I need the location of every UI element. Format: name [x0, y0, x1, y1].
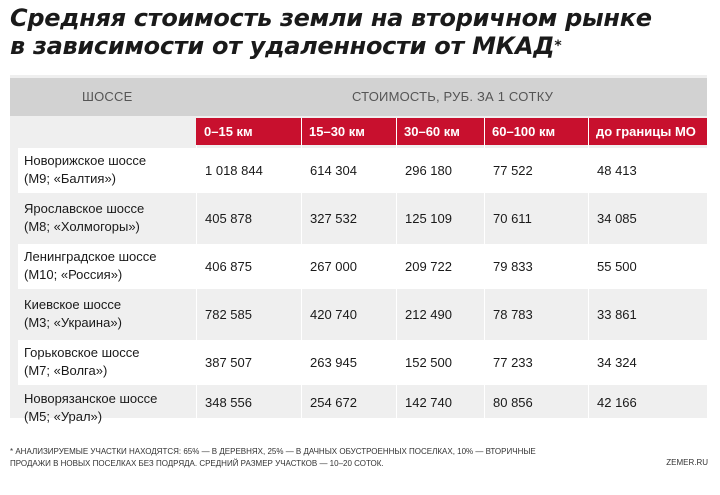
title-asterisk: *	[554, 38, 562, 54]
price-cell: 42 166	[597, 395, 637, 410]
header-cost: СТОИМОСТЬ, РУБ. ЗА 1 СОТКУ	[352, 89, 554, 104]
road-name	[24, 152, 189, 188]
price-cell: 405 878	[205, 211, 252, 226]
road-name	[24, 390, 189, 426]
road-name-line-1: Горьковское шоссе	[24, 345, 140, 360]
price-cell: 782 585	[205, 307, 252, 322]
price-cell: 55 500	[597, 259, 637, 274]
divider-0	[196, 145, 197, 418]
road-name	[24, 200, 189, 236]
price-cell: 77 522	[493, 163, 533, 178]
price-cell: 142 740	[405, 395, 452, 410]
footnote-line-1: * АНАЛИЗИРУЕМЫЕ УЧАСТКИ НАХОДЯТСЯ: 65% — В ДЕРЕВНЯХ, 25% — В ДАЧНЫХ ОБУСТРОЕННЫХ ПОСЕЛКАХ, 10% — ВТОРИЧНЫЕ	[10, 447, 536, 456]
road-name-line-1: Новорижское шоссе	[24, 153, 147, 168]
col-header-3: 60–100 км	[492, 124, 556, 139]
header-road: ШОССЕ	[82, 89, 133, 104]
price-cell: 33 861	[597, 307, 637, 322]
price-cell: 125 109	[405, 211, 452, 226]
price-cell: 267 000	[310, 259, 357, 274]
road-name-line-2: (М10; «Россия»)	[24, 267, 123, 282]
price-cell: 348 556	[205, 395, 252, 410]
col-header-4: до границы МО	[596, 124, 696, 139]
table-row	[18, 340, 707, 385]
divider-2	[396, 118, 397, 418]
divider-3	[484, 118, 485, 418]
distance-header-row	[196, 118, 707, 145]
price-cell: 78 783	[493, 307, 533, 322]
price-cell: 70 611	[493, 211, 532, 226]
road-name	[24, 248, 189, 284]
table-row	[18, 388, 707, 424]
road-name-line-2: (М8; «Холмогоры»)	[24, 219, 140, 234]
footnote	[10, 446, 610, 470]
table-header	[10, 78, 707, 116]
table-row	[18, 196, 707, 241]
table-row	[18, 292, 707, 337]
price-cell: 152 500	[405, 355, 452, 370]
price-cell: 80 856	[493, 395, 533, 410]
price-cell: 209 722	[405, 259, 452, 274]
road-name-line-1: Ярославское шоссе	[24, 201, 145, 216]
title-line-2	[10, 32, 710, 60]
price-cell: 296 180	[405, 163, 452, 178]
road-name-line-2: (М3; «Украина»)	[24, 315, 122, 330]
table-row	[18, 244, 707, 289]
road-name-line-1: Киевское шоссе	[24, 297, 122, 312]
road-name-line-2: (М5; «Урал»)	[24, 409, 103, 424]
price-cell: 48 413	[597, 163, 637, 178]
table-row	[18, 148, 707, 193]
price-cell: 212 490	[405, 307, 452, 322]
price-cell: 327 532	[310, 211, 357, 226]
price-cell: 263 945	[310, 355, 357, 370]
title-line-2-text: в зависимости от удаленности от МКАД	[10, 32, 555, 60]
price-cell: 387 507	[205, 355, 252, 370]
price-cell: 34 324	[597, 355, 637, 370]
price-cell: 1 018 844	[205, 163, 263, 178]
title-line-1: Средняя стоимость земли на вторичном рынке	[10, 4, 652, 32]
road-name-line-1: Ленинградское шоссе	[24, 249, 157, 264]
price-cell: 77 233	[493, 355, 533, 370]
divider-4	[588, 118, 589, 418]
road-name	[24, 296, 189, 332]
price-cell: 34 085	[597, 211, 637, 226]
road-name-line-2: (М9; «Балтия»)	[24, 171, 117, 186]
footnote-line-2: ПРОДАЖИ В НОВЫХ ПОСЕЛКАХ БЕЗ ПОДРЯДА. СРЕДНИЙ РАЗМЕР УЧАСТКОВ — 10–20 СОТОК.	[10, 459, 384, 468]
price-cell: 79 833	[493, 259, 533, 274]
divider-1	[301, 118, 302, 418]
road-name-line-2: (М7; «Волга»)	[24, 363, 108, 378]
col-header-1: 15–30 км	[309, 124, 365, 139]
road-name-line-1: Новорязанское шоссе	[24, 391, 158, 406]
page-title	[10, 4, 710, 60]
road-name	[24, 344, 189, 380]
col-header-0: 0–15 км	[204, 124, 253, 139]
price-cell: 614 304	[310, 163, 357, 178]
price-cell: 254 672	[310, 395, 357, 410]
price-cell: 406 875	[205, 259, 252, 274]
source-credit: ZEMER.RU	[666, 458, 708, 467]
col-header-2: 30–60 км	[404, 124, 460, 139]
price-cell: 420 740	[310, 307, 357, 322]
